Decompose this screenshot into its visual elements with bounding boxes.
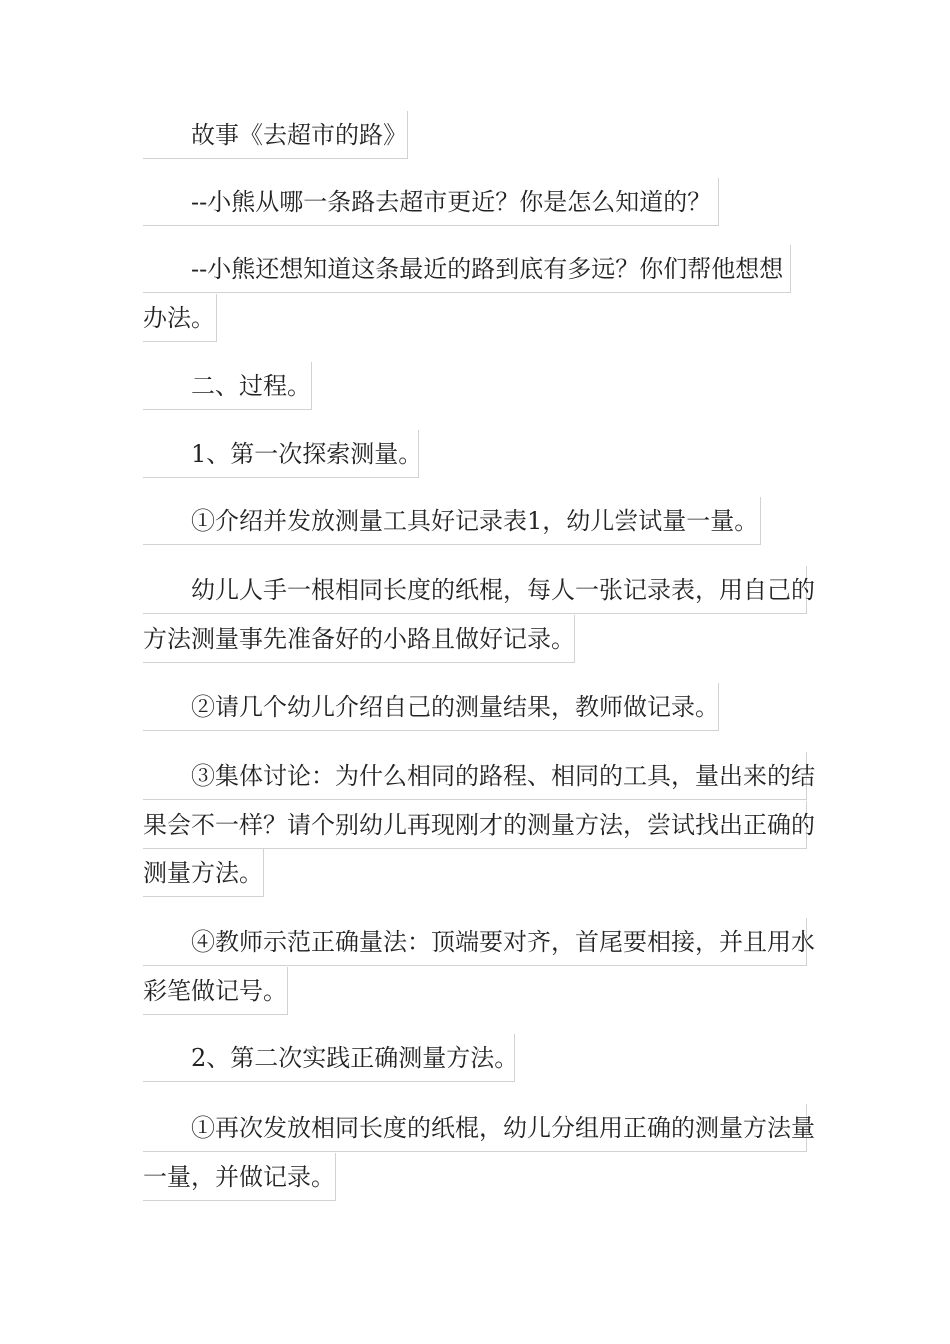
step-1-paragraph-line-2: 方法测量事先准备好的小路且做好记录。 [143, 615, 575, 663]
step-1-item-3-line-1: ③集体讨论：为什么相同的路程、相同的工具，量出来的结 [143, 752, 807, 800]
step-2-item-1-line-1: ①再次发放相同长度的纸棍，幼儿分组用正确的测量方法量 [143, 1104, 807, 1152]
step-1-paragraph-line-1: 幼儿人手一根相同长度的纸棍，每人一张记录表，用自己的 [143, 566, 807, 614]
question-1: --小熊从哪一条路去超市更近？你是怎么知道的？ [143, 178, 719, 226]
step-1-item-3-line-2: 果会不一样？请个别幼儿再现刚才的测量方法，尝试找出正确的 [143, 801, 807, 849]
story-title: 故事《去超市的路》 [143, 111, 408, 159]
step-2-heading: 2、第二次实践正确测量方法。 [143, 1034, 515, 1082]
step-1-item-1: ①介绍并发放测量工具好记录表1，幼儿尝试量一量。 [143, 497, 761, 545]
question-2-line-2: 办法。 [143, 294, 217, 342]
question-2-line-1: --小熊还想知道这条最近的路到底有多远？你们帮他想想 [143, 245, 791, 293]
step-1-item-3-line-3: 测量方法。 [143, 849, 264, 897]
step-1-item-4-line-1: ④教师示范正确量法：顶端要对齐，首尾要相接，并且用水 [143, 918, 807, 966]
step-1-item-2: ②请几个幼儿介绍自己的测量结果，教师做记录。 [143, 683, 719, 731]
step-2-item-1-line-2: 一量，并做记录。 [143, 1153, 336, 1201]
step-1-item-4-line-2: 彩笔做记号。 [143, 967, 288, 1015]
section-heading: 二、过程。 [143, 362, 312, 410]
step-1-heading: 1、第一次探索测量。 [143, 430, 419, 478]
